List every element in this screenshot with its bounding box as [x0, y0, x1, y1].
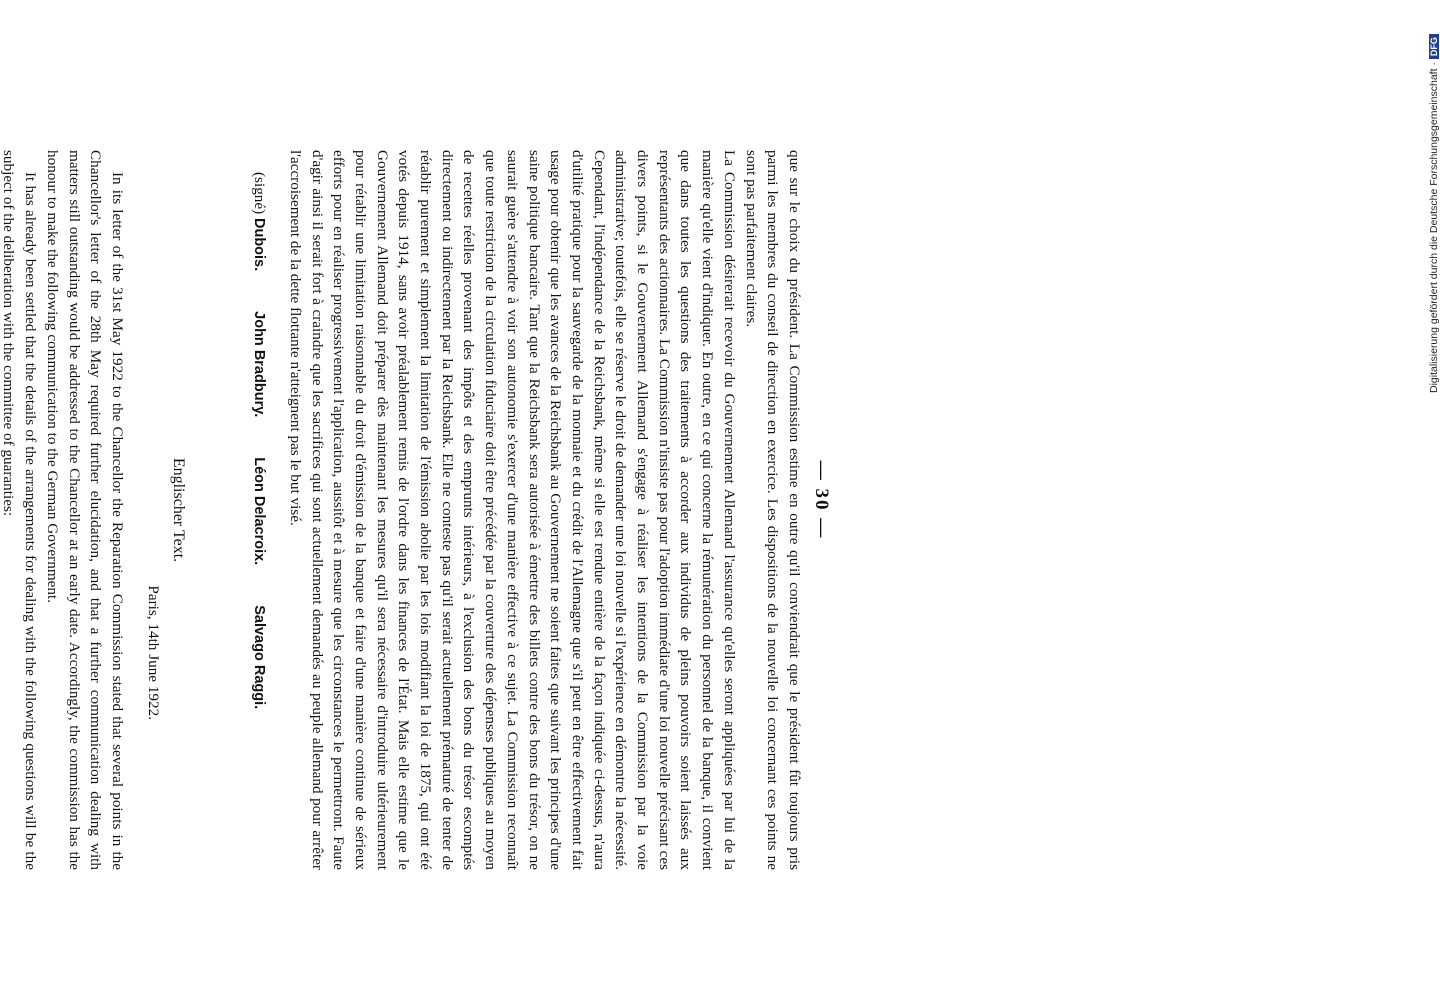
french-paragraph-2: La Commission désirerait recevoir du Gouvernement Allemand l'assurance qu'elles seront appliquées par lui de la manière qu'elle vient d'indiquer. En outre, en ce qui concerne la rémunération du personnel de la banque, il convient que dans toutes les questions des traitements à accorder aux individus de pleins pouvoirs soient laissés aux représentants des actionnaires. La Commission n'insiste pas pour l'adoption immédiate d'une loi nouvelle précisant ces divers points, si le Gouvernement Allemand s'engage à réaliser les intentions de la Commission par la voie administrative; toutefois, elle se réserve le droit de demander une loi nouvelle si l'expérience en démontre la nécessité. Cependant, l'indépendance de la Reichsbank, même si elle est rendue entière de la façon indiquée ci-dessus, n'aura d'utilité pratique pour la sauvegarde de la monnaie et du crédit de l'Allemagne que s'il peut en être effectivement fait usage pour obtenir que les avances de la Reichsbank au Gouvernement ne soient faites que suivant les principes d'une saine politique bancaire. Tant que la Reichsbank sera autorisée à émettre des billets contre des bons du trésor, on ne saurait guère s'attendre à voir son autonomie s'exercer d'une manière effective à ce sujet. La Commission reconnaît que toute restriction de la circulation fiduciaire doit être précédée par la couverture des dépenses publiques au moyen de recettes réelles provenant des impôts et des emprunts intérieurs, à l'exclusion des bons du trésor escomptés directement ou indirectement par la Reichsbank. Elle ne conteste pas qu'il serait actuellement prématuré de tenter de rétablir purement et simplement la limitation de l'émission abolie par les lois modifiant la loi de 1875, qui ont été votés depuis 1914, sans avoir préalablement remis de l'ordre dans les finances de l'État. Mais elle estime que le Gouvernement Allemand doit préparer dès maintenant les mesures qu'il sera nécessaire d'introduire ultérieurement pour rétablir une limitation raisonnable du droit d'émission de la banque et faire d'une manière continue de sérieux efforts pour en réaliser progressivement l'application, aussitôt et à mesure que les circonstances le permettront. Faute d'agir ainsi il serait fort à craindre que les sacrifices qui sont actuellement demandés au peuple allemand pour arrêter l'accroisement de la dette flottante n'atteignent pas le but visé.: [286, 150, 738, 870]
section-label-english: Englischer Text.: [170, 457, 188, 563]
document-body: [0, 150, 805, 870]
dateline: Paris, 14th June 1922.: [144, 585, 162, 720]
dfg-logo: DFG: [1429, 34, 1439, 59]
signature-name: Dubois.: [251, 217, 268, 272]
english-paragraph-2: It has already been settled that the details of the arrangements for dealing with the following questions will be the subject of the deliberation with the committee of guaranties:: [0, 150, 40, 870]
digitization-credit-text: Digitalisierung gefördert durch die Deutsche Forschungsgemeinschaft ·: [1428, 62, 1440, 393]
french-paragraph-1: que sur le choix du président. La Commission estime en outre qu'il conviendrait que le président fût toujours pris parmi les membres du conseil de direction en exercice. Les dispositions de la nouvelle loi concernant ces points ne sont pas parfaitement claires.: [742, 150, 803, 870]
signature-bradbury: John Bradbury.: [251, 311, 268, 418]
signature-prefix: (signé): [251, 172, 269, 215]
digitization-credit: [1416, 8, 1440, 393]
signature-delacroix: Léon Delacroix.: [251, 457, 268, 566]
signature-row: [247, 150, 270, 870]
english-paragraph-1: In its letter of the 31st May 1922 to the Chancellor the Reparation Commission stated that several points in the Chancellor's letter of the 28th May required further elucidation, and that a further communication dealing with matters still outstanding would be addressed to the Chancellor at an early date. Accordingly, the commission has the honour to make the following communication to the German Government.: [43, 150, 127, 870]
page-number: — 30 —: [811, 460, 832, 540]
signature-raggi: Salvago Raggi.: [251, 605, 268, 710]
signature-dubois: [247, 172, 270, 271]
